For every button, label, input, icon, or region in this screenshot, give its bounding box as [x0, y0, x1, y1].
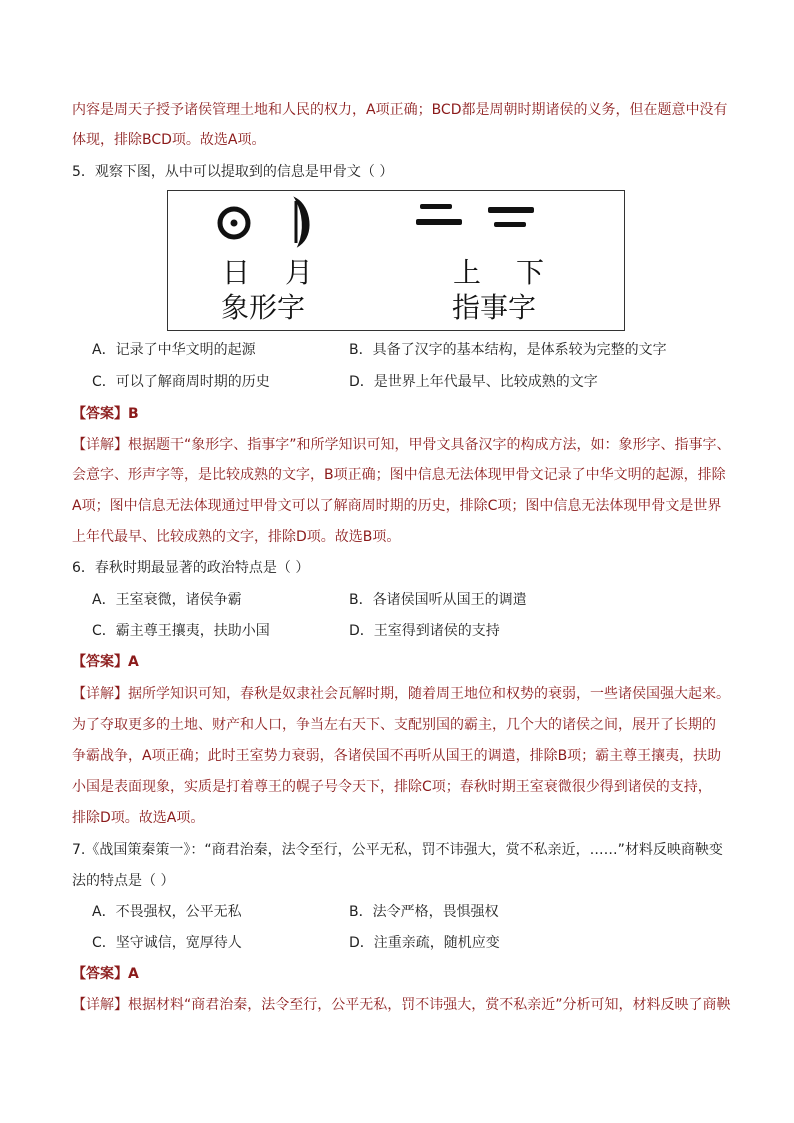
q6-detail-line-1: 【详解】据所学知识可知，春秋是奴隶社会瓦解时期，随着周王地位和权势的衰弱，一些诸侯国强大起来。: [72, 686, 730, 702]
question-7-stem-line-2: 法的特点是（ ）: [72, 873, 175, 889]
q5-answer: [72, 404, 139, 424]
label-zhishizi: 指事字: [452, 291, 537, 324]
q5-answer-label: 【答案】: [72, 406, 128, 422]
shang-glyph-bottom-icon: [416, 219, 462, 225]
q6-detail-line-5: 排除D项。故选A项。: [72, 810, 205, 826]
question-7-stem-line-1: 7.《战国策秦策一》：“商君治秦，法令至行，公平无私，罚不讳强大，赏不私亲近，……”材料反映商鞅变: [72, 842, 723, 858]
question-5-stem: 5．观察下图，从中可以提取到的信息是甲骨文（ ）: [72, 164, 394, 180]
xia-glyph-top-icon: [488, 207, 534, 213]
q7-answer-label: 【答案】: [72, 966, 128, 982]
q6-answer: [72, 652, 139, 672]
q6-option-c[interactable]: C．霸主尊王攘夷，扶助小国: [92, 623, 270, 639]
q5-option-d[interactable]: D．是世界上年代最早、比较成熟的文字: [349, 374, 598, 390]
question-6-stem: 6．春秋时期最显著的政治特点是（ ）: [72, 560, 310, 576]
q5-detail-line-3: A项；图中信息无法体现通过甲骨文可以了解商周时期的历史，排除C项；图中信息无法体现甲骨文是世界: [72, 498, 722, 514]
sun-glyph-dot-icon: [231, 220, 238, 227]
label-xia: 下: [516, 256, 545, 289]
q6-option-a[interactable]: A．王室衰微，诸侯争霸: [92, 592, 242, 608]
shang-glyph-top-icon: [420, 204, 452, 209]
q5-detail-line-4: 上年代最早、比较成熟的文字，排除D项。故选B项。: [72, 529, 401, 545]
q7-answer-value: A: [128, 966, 139, 982]
q7-detail-line-1: 【详解】根据材料“商君治秦，法令至行，公平无私，罚不讳强大，赏不私亲近”分析可知，材料反映了商鞅: [72, 997, 731, 1013]
q5-option-b[interactable]: B．具备了汉字的基本结构，是体系较为完整的文字: [349, 342, 667, 358]
xia-glyph-bottom-icon: [494, 222, 526, 227]
prev-explanation-line-1: 内容是周天子授予诸侯管理土地和人民的权力，A项正确；BCD都是周朝时期诸侯的义务，但在题意中没有: [72, 102, 728, 118]
label-ri: 日: [222, 256, 251, 289]
moon-glyph-icon: [296, 199, 309, 245]
q5-option-a[interactable]: A．记录了中华文明的起源: [92, 342, 256, 358]
q6-detail-line-2: 为了夺取更多的土地、财产和人口，争当左右天下、支配别国的霸主，几个大的诸侯之间，展开了长期的: [72, 717, 716, 733]
q7-option-c[interactable]: C．坚守诚信，宽厚待人: [92, 935, 242, 951]
q7-option-d[interactable]: D．注重亲疏，随机应变: [349, 935, 500, 951]
q6-answer-value: A: [128, 654, 139, 670]
q7-option-b[interactable]: B．法令严格，畏惧强权: [349, 904, 499, 920]
oracle-bone-figure: [167, 190, 625, 331]
q5-option-c[interactable]: C．可以了解商周时期的历史: [92, 374, 270, 390]
prev-explanation-line-2: 体现，排除BCD项。故选A项。: [72, 132, 266, 148]
label-xiangxingzi: 象形字: [221, 291, 306, 324]
q6-option-d[interactable]: D．王室得到诸侯的支持: [349, 623, 500, 639]
q7-option-a[interactable]: A．不畏强权，公平无私: [92, 904, 242, 920]
q6-detail-line-4: 小国是表面现象，实质是打着尊王的幌子号令天下，排除C项；春秋时期王室衰微很少得到诸侯的支持，: [72, 779, 712, 795]
label-yue: 月: [285, 256, 314, 289]
q6-detail-line-3: 争霸战争，A项正确；此时王室势力衰弱，各诸侯国不再听从国王的调遣，排除B项；霸主尊王攘夷，扶助: [72, 748, 722, 764]
label-shang: 上: [453, 256, 482, 289]
q7-answer: [72, 964, 139, 984]
q6-answer-label: 【答案】: [72, 654, 128, 670]
q5-answer-value: B: [128, 406, 139, 422]
q5-detail-line-2: 会意字、形声字等，是比较成熟的文字，B项正确；图中信息无法体现甲骨文记录了中华文明的起源，排除: [72, 467, 726, 483]
q5-detail-line-1: 【详解】根据题干“象形字、指事字”和所学知识可知，甲骨文具备汉字的构成方法，如：象形字、指事字、: [72, 437, 731, 453]
q6-option-b[interactable]: B．各诸侯国听从国王的调遣: [349, 592, 527, 608]
